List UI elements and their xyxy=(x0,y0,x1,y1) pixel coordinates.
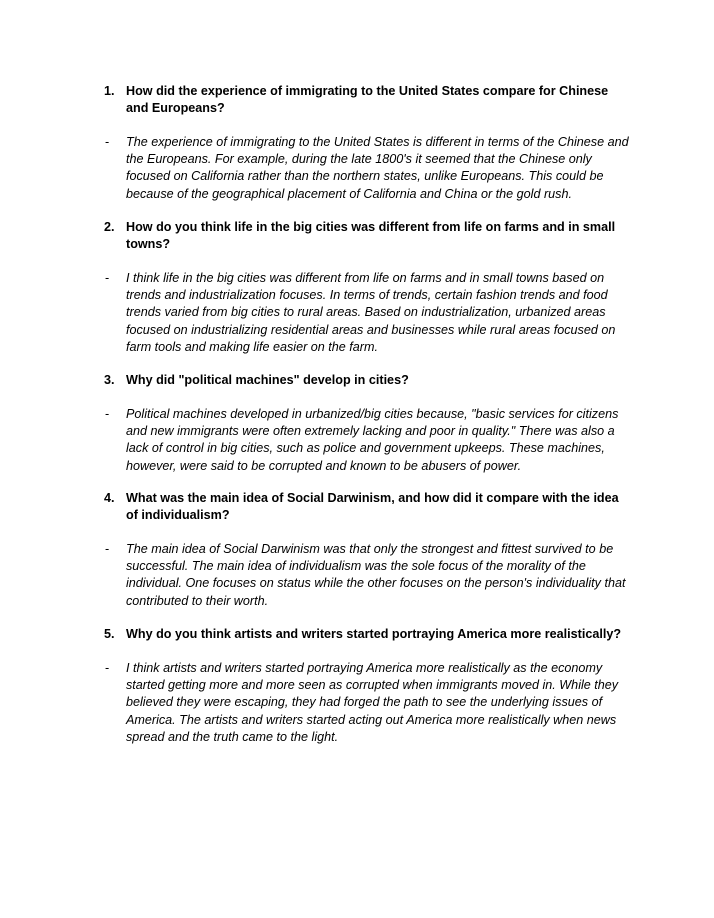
question-text: What was the main idea of Social Darwinism, and how did it compare with the idea of individualism? xyxy=(126,491,619,522)
answer-text: Political machines developed in urbanized/big cities because, "basic services for citizens and new immigrants were often extremely lacking and poor in quality." There was also a lack of control in big cities, such as police and government upkeeps. These machines, however, were said to be corrupted and known to be abusers of power. xyxy=(126,407,619,473)
answer-text: The experience of immigrating to the United States is different in terms of the Chinese and the Europeans. For example, during the late 1800's it seemed that the Chinese only focused on California rather than the northern states, unlike Europeans. This could be because of the geographical placement of California and China or the gold rush. xyxy=(126,135,629,201)
question-2 xyxy=(104,219,634,253)
answer-text: I think artists and writers started portraying America more realistically as the economy started getting more and more seen as corrupted when immigrants moved in. While they believed they were escaping, they had forged the path to see the underlying issues of America. The artists and writers started acting out America more realistically when news spread and the truth came to the light. xyxy=(126,661,619,744)
answer-bullet: - xyxy=(105,542,110,556)
question-4 xyxy=(104,490,634,524)
answer-bullet: - xyxy=(105,135,110,149)
answer-text: The main idea of Social Darwinism was that only the strongest and fittest survived to be successful. The main idea of individualism was the sole focus of the morality of the individual. One focuses on status while the other focuses on the person's individuality that contributed to their worth. xyxy=(126,542,626,608)
answer-bullet: - xyxy=(105,271,110,285)
question-number: 3. xyxy=(104,373,115,387)
answer-text: I think life in the big cities was different from life on farms and in small towns based on trends and industrialization focuses. In terms of trends, certain fashion trends and food trends varied from big cities to rural areas. Based on industrialization, urbanized areas focused on industrializing residential areas and businesses while rural areas focused on farm tools and making life easier on the farm. xyxy=(126,271,616,354)
qa-item-2 xyxy=(104,219,634,356)
question-number: 4. xyxy=(104,491,115,505)
answer-bullet: - xyxy=(105,661,110,675)
qa-item-1 xyxy=(104,83,634,203)
question-1 xyxy=(104,83,634,117)
question-text: Why do you think artists and writers started portraying America more realistically? xyxy=(126,627,622,641)
qa-item-5 xyxy=(104,626,634,746)
question-number: 2. xyxy=(104,220,115,234)
question-number: 1. xyxy=(104,84,115,98)
question-text: How do you think life in the big cities was different from life on farms and in small towns? xyxy=(126,220,616,251)
answer-bullet: - xyxy=(105,407,110,421)
answer-4 xyxy=(104,541,634,610)
answer-1 xyxy=(104,134,634,203)
answer-2 xyxy=(104,270,634,356)
answer-5 xyxy=(104,660,634,746)
question-5 xyxy=(104,626,634,643)
question-3 xyxy=(104,372,634,389)
qa-item-4 xyxy=(104,490,634,610)
question-text: How did the experience of immigrating to the United States compare for Chinese and Europeans? xyxy=(126,84,609,115)
qa-item-3 xyxy=(104,372,634,475)
question-text: Why did "political machines" develop in cities? xyxy=(126,373,409,387)
question-number: 5. xyxy=(104,627,115,641)
answer-3 xyxy=(104,406,634,475)
